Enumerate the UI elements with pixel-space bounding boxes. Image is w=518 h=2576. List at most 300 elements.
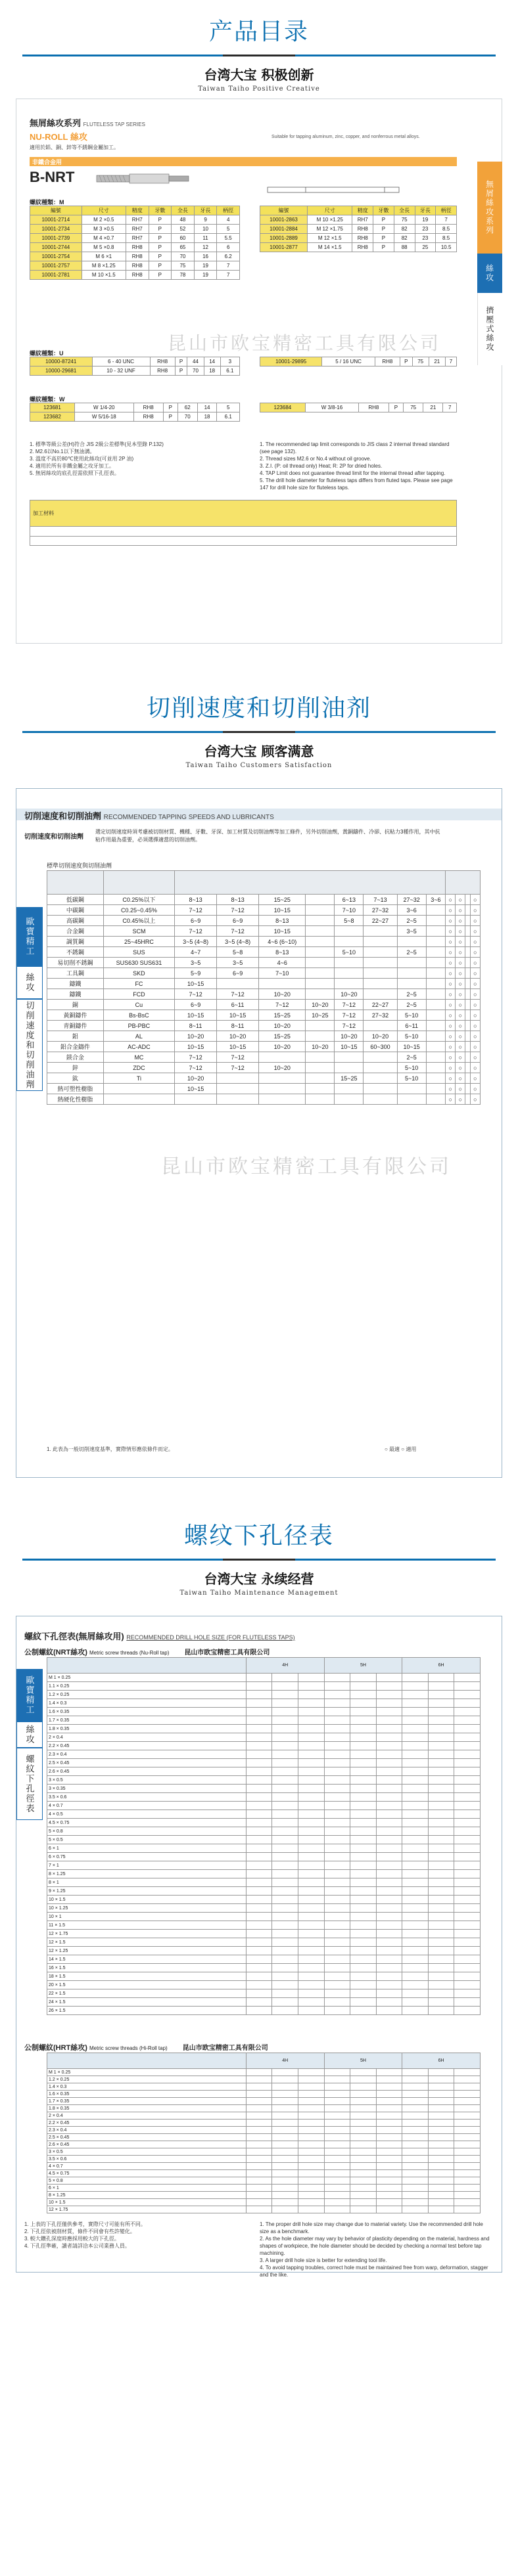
table-cell <box>324 2199 350 2206</box>
catalog-card <box>16 99 502 644</box>
table-cell <box>298 1776 325 1785</box>
table-cell: 10.5 <box>436 243 457 252</box>
side-tab-series: 無屑絲攻系列 <box>477 162 502 254</box>
table-row <box>47 968 481 979</box>
table-cell <box>246 2098 272 2105</box>
table-cell <box>246 2185 272 2192</box>
table-cell <box>426 926 445 937</box>
table-cell: 23 <box>415 234 436 243</box>
table-row <box>47 1742 481 1750</box>
note-line: 4. 下孔徑準確，讀者請詳洽本公司業務人員。 <box>24 2243 130 2249</box>
thread-size-cell: 11 × 1.5 <box>47 1921 247 1930</box>
table-cell <box>306 958 335 968</box>
table-cell <box>350 2148 377 2156</box>
table-row <box>47 2177 481 2185</box>
table-row <box>47 1938 481 1947</box>
table-cell: 9 <box>194 215 217 225</box>
table-cell: ○ <box>456 1052 465 1063</box>
thread-size-cell: 4 × 0.7 <box>47 2163 247 2170</box>
table-cell: M 4 ×0.7 <box>82 234 126 243</box>
speed-legend: ○ 最適 ○ 適用 <box>385 1446 417 1452</box>
table-cell <box>376 2091 402 2098</box>
table-row <box>47 1810 481 1819</box>
table-cell: 4~6 <box>259 958 306 968</box>
table-row <box>47 1031 481 1042</box>
series-title: 無屑絲攻系列 <box>30 118 82 128</box>
table-cell <box>454 1904 481 1913</box>
table-cell: 10~15 <box>259 926 306 937</box>
table-cell: 10~15 <box>217 1042 259 1052</box>
table-cell <box>335 958 364 968</box>
table-cell <box>246 2112 272 2120</box>
table-cell <box>324 1819 350 1827</box>
table-cell: ○ <box>470 1073 480 1084</box>
col-header: 牙數 <box>373 206 394 215</box>
thread-size-cell: 3.5 × 0.6 <box>47 2156 247 2163</box>
table-cell: ○ <box>470 1094 480 1105</box>
table-cell <box>298 1699 325 1708</box>
note-line: 1. The recommended tap limit corresponds to JIS class 2 internal thread standard (see page 132). <box>260 441 450 455</box>
table-cell <box>454 1819 481 1827</box>
table-cell <box>454 2185 481 2192</box>
table-cell <box>376 1776 402 1785</box>
table-cell: 10001-2781 <box>30 271 82 280</box>
table-cell <box>324 2185 350 2192</box>
table-cell <box>324 2007 350 2015</box>
table-cell: RH7 <box>126 215 149 225</box>
thread-size-cell: 14 × 1.5 <box>47 1955 247 1964</box>
table-cell <box>454 1691 481 1699</box>
table-cell <box>428 1750 454 1759</box>
speed-table <box>47 870 481 1105</box>
table-cell <box>350 2105 377 2112</box>
series-desc: 適用於鋁、銅、鋅等不銹鋼金屬加工。 <box>30 144 119 150</box>
table-cell <box>272 2112 298 2120</box>
table-cell: ○ <box>470 1063 480 1073</box>
table-cell <box>324 1938 350 1947</box>
table-cell: 10001-2889 <box>260 234 308 243</box>
table-cell <box>428 2141 454 2148</box>
table-cell <box>397 968 426 979</box>
table-cell <box>454 2177 481 2185</box>
table-cell <box>298 1750 325 1759</box>
table-cell <box>298 2120 325 2127</box>
table-cell: 2~5 <box>397 947 426 958</box>
table-cell: ○ <box>470 1031 480 1042</box>
table-cell <box>454 1776 481 1785</box>
table-cell <box>324 2091 350 2098</box>
table-row <box>47 1802 481 1810</box>
table-cell <box>426 968 445 979</box>
table-cell <box>324 2098 350 2105</box>
table-cell: AC-ADC <box>103 1042 174 1052</box>
table-cell <box>426 1073 445 1084</box>
table-cell <box>364 1073 397 1084</box>
table-cell: 10~20 <box>259 1021 306 1031</box>
table-cell <box>465 1021 470 1031</box>
table-cell <box>246 1981 272 1989</box>
table-cell <box>402 1716 429 1725</box>
col-header: 柄徑 <box>436 206 457 215</box>
table-cell <box>402 2112 429 2120</box>
thread-size-cell: 10 × 1.25 <box>47 1904 247 1913</box>
table-cell <box>454 2141 481 2148</box>
table-row <box>260 243 457 252</box>
table-cell <box>350 1921 377 1930</box>
col-header: 柄徑 <box>217 206 240 215</box>
table-cell <box>350 2112 377 2120</box>
table-cell: RH7 <box>126 234 149 243</box>
table-cell <box>402 1913 429 1921</box>
table-cell: 12 <box>194 243 217 252</box>
table-cell <box>428 1972 454 1981</box>
thread-size-cell: 22 × 1.5 <box>47 1989 247 1998</box>
table-cell <box>298 2083 325 2091</box>
thread-size-cell: 2.3 × 0.4 <box>47 2127 247 2134</box>
table-cell <box>364 979 397 989</box>
table-cell: 25~45HRC <box>103 937 174 947</box>
table-cell <box>454 1827 481 1836</box>
side-tab-taps: 絲攻 <box>477 254 502 293</box>
table-cell <box>324 2206 350 2213</box>
table-row <box>30 215 240 225</box>
table-cell <box>259 1052 306 1063</box>
table-cell: 10001-2877 <box>260 243 308 252</box>
table-cell <box>426 1000 445 1010</box>
table-cell <box>402 1870 429 1878</box>
table-cell <box>306 937 335 947</box>
table-cell <box>454 2134 481 2141</box>
table-cell: 4~6 (6~10) <box>259 937 306 947</box>
table-cell <box>376 1785 402 1793</box>
table-cell: ○ <box>470 1052 480 1063</box>
table-cell: 14 <box>197 403 217 412</box>
table-cell <box>350 2163 377 2170</box>
table-cell: 7~12 <box>335 1010 364 1021</box>
table-cell: ○ <box>446 905 456 916</box>
thread-size-cell: 1.2 × 0.25 <box>47 1691 247 1699</box>
table-row <box>47 1000 481 1010</box>
thread-w-label: 螺紋種類：W <box>30 396 65 403</box>
table-cell <box>376 1861 402 1870</box>
table-cell <box>298 2105 325 2112</box>
table-cell: 82 <box>394 234 415 243</box>
table-cell <box>272 2105 298 2112</box>
table-cell <box>246 2192 272 2199</box>
table-cell <box>454 2083 481 2091</box>
table-row <box>30 225 240 234</box>
table-cell: C0.45%以上 <box>103 916 174 926</box>
table-cell <box>426 989 445 1000</box>
table-cell <box>426 1010 445 1021</box>
table-cell <box>350 2083 377 2091</box>
table-cell: 15~25 <box>259 895 306 905</box>
table-cell <box>298 1947 325 1955</box>
table-cell: 123684 <box>260 403 306 412</box>
table-row <box>47 2007 481 2015</box>
table-cell: P <box>175 357 187 366</box>
table-cell <box>298 1887 325 1896</box>
table-cell <box>246 2083 272 2091</box>
table-cell: 7~12 <box>175 1063 217 1073</box>
table-cell: 鈦 <box>47 1073 104 1084</box>
table-cell: ○ <box>470 968 480 979</box>
table-cell <box>402 1682 429 1691</box>
table-cell <box>376 2163 402 2170</box>
table-cell <box>246 2007 272 2015</box>
table-cell: 10~25 <box>306 1010 335 1021</box>
table-cell <box>350 1998 377 2007</box>
table-cell: ○ <box>456 905 465 916</box>
table-cell <box>272 2134 298 2141</box>
table-cell <box>454 1930 481 1938</box>
thread-m-label: 螺紋種類：M <box>30 199 64 206</box>
table-cell <box>324 1887 350 1896</box>
table-cell <box>272 1913 298 1921</box>
table-cell <box>246 1972 272 1981</box>
table-cell <box>298 1861 325 1870</box>
thread-size-cell: 12 × 1.75 <box>47 2206 247 2213</box>
thread-size-cell: 3.5 × 0.6 <box>47 1793 247 1802</box>
table-cell <box>324 2163 350 2170</box>
table-cell <box>259 1073 306 1084</box>
table-cell: M 5 ×0.8 <box>82 243 126 252</box>
table-cell <box>272 1793 298 1802</box>
table-cell: 7 <box>443 403 457 412</box>
table-row <box>47 926 481 937</box>
table-cell <box>298 1682 325 1691</box>
table-cell: 10~20 <box>175 1031 217 1042</box>
table-cell <box>350 1750 377 1759</box>
table-row <box>47 2185 481 2192</box>
table-cell <box>376 1896 402 1904</box>
table-cell: 5 <box>217 225 240 234</box>
table-cell: RH8 <box>126 271 149 280</box>
table-cell: 5~10 <box>397 1073 426 1084</box>
table-cell <box>454 2105 481 2112</box>
table-cell <box>454 1725 481 1733</box>
table-row <box>47 1861 481 1870</box>
table-cell: RH8 <box>375 357 400 366</box>
table-cell <box>376 1725 402 1733</box>
table-cell <box>298 2148 325 2156</box>
table-row <box>47 947 481 958</box>
table-cell <box>246 1819 272 1827</box>
table-row <box>47 2127 481 2134</box>
company-name: 昆山市欧宝精密工具有限公司 <box>184 1649 270 1656</box>
table-cell <box>376 1878 402 1887</box>
table-cell <box>397 958 426 968</box>
table-cell: 7~12 <box>217 989 259 1000</box>
table-cell <box>428 1981 454 1989</box>
table-cell <box>298 1767 325 1776</box>
table-cell: 不銹鋼 <box>47 947 104 958</box>
table-cell <box>298 1785 325 1793</box>
table-cell <box>402 1733 429 1742</box>
speed-card <box>16 788 502 1478</box>
table-cell <box>306 979 335 989</box>
table-cell <box>272 1819 298 1827</box>
table-cell: 10 - 32 UNF <box>92 366 150 376</box>
table-cell <box>428 2076 454 2083</box>
table-cell <box>324 2141 350 2148</box>
table-row <box>47 1682 481 1691</box>
table-cell <box>306 1073 335 1084</box>
thread-size-cell: 8 × 1.25 <box>47 1870 247 1878</box>
table-cell: 6~9 <box>175 916 217 926</box>
table-row <box>47 1767 481 1776</box>
table-cell <box>324 2083 350 2091</box>
table-cell: M 10 ×1.5 <box>82 271 126 280</box>
table-cell <box>428 1716 454 1725</box>
table-cell <box>350 1785 377 1793</box>
table-cell <box>350 2098 377 2105</box>
table-cell: ZDC <box>103 1063 174 1073</box>
table-row <box>47 2120 481 2127</box>
table-cell <box>298 1742 325 1750</box>
table-cell <box>306 905 335 916</box>
table-cell <box>428 1964 454 1972</box>
table-cell: ○ <box>456 958 465 968</box>
table-cell <box>324 1896 350 1904</box>
speed-side-brand: 歐寶精工 <box>16 907 43 966</box>
table-cell <box>428 2105 454 2112</box>
table-cell <box>246 1785 272 1793</box>
table-cell <box>454 1750 481 1759</box>
table-cell: 10~20 <box>217 1031 259 1042</box>
table-row <box>47 1793 481 1802</box>
table-cell <box>426 1084 445 1094</box>
table-cell <box>246 1896 272 1904</box>
table-row <box>47 2076 481 2083</box>
thread-size-cell: 4 × 0.5 <box>47 1810 247 1819</box>
table-cell <box>246 1733 272 1742</box>
table-cell <box>350 2170 377 2177</box>
table-cell <box>298 1878 325 1887</box>
section-divider <box>22 55 496 56</box>
section-header-drill <box>0 1504 518 1597</box>
table-cell <box>426 1094 445 1105</box>
table-cell <box>246 1853 272 1861</box>
thread-size-cell: 12 × 1.25 <box>47 1947 247 1955</box>
table-cell: 中碳鋼 <box>47 905 104 916</box>
table-cell: 27~32 <box>397 895 426 905</box>
hrt-table <box>47 2053 481 2213</box>
table-cell <box>298 2069 325 2076</box>
table-cell: 2~5 <box>397 1000 426 1010</box>
thread-size-cell: 6 × 1 <box>47 2185 247 2192</box>
table-row <box>47 1964 481 1972</box>
table-cell <box>402 1691 429 1699</box>
thread-size-cell: 4.5 × 0.75 <box>47 1819 247 1827</box>
table-cell: M 8 ×1.25 <box>82 261 126 271</box>
thread-size-cell: M 1 × 0.25 <box>47 1674 247 1682</box>
table-cell: 10001-2739 <box>30 234 82 243</box>
table-cell: ○ <box>470 937 480 947</box>
table-cell <box>428 1802 454 1810</box>
table-cell: RH8 <box>150 366 175 376</box>
table-cell <box>350 1870 377 1878</box>
table-cell <box>324 1998 350 2007</box>
table-cell: M 6 ×1 <box>82 252 126 261</box>
table-cell <box>246 1955 272 1964</box>
drill-card <box>16 1616 502 2278</box>
table-cell <box>298 1921 325 1930</box>
table-cell <box>272 2076 298 2083</box>
table-cell <box>402 2076 429 2083</box>
table-cell <box>426 1031 445 1042</box>
table-row <box>47 958 481 968</box>
table-cell: ○ <box>446 926 456 937</box>
table-cell <box>426 937 445 947</box>
table-cell: 2~5 <box>397 989 426 1000</box>
table-cell <box>272 1972 298 1981</box>
table-cell <box>454 1836 481 1844</box>
table-cell <box>402 1955 429 1964</box>
table-cell: 10 <box>194 225 217 234</box>
table-cell: 10~15 <box>175 979 217 989</box>
table-cell <box>454 1989 481 1998</box>
table-cell: 18 <box>204 366 220 376</box>
table-cell: RH8 <box>133 412 163 422</box>
table-cell <box>402 2120 429 2127</box>
table-cell <box>272 1767 298 1776</box>
table-cell <box>454 1878 481 1887</box>
model-label: 非鐵合金用 <box>32 159 62 166</box>
table-cell <box>465 968 470 979</box>
table-cell <box>324 2069 350 2076</box>
col-header: 牙數 <box>149 206 172 215</box>
table-cell: 10001-2863 <box>260 215 308 225</box>
table-cell: 10~20 <box>175 1073 217 1084</box>
table-cell <box>298 1827 325 1836</box>
drill-heading-en: RECOMMENDED DRILL HOLE SIZE (FOR FLUTELESS TAPS) <box>126 1634 295 1641</box>
table-row <box>47 1776 481 1785</box>
thread-size-cell: 1.1 × 0.25 <box>47 1682 247 1691</box>
table-cell <box>426 916 445 926</box>
table-cell: ○ <box>456 895 465 905</box>
thread-size-cell: 12 × 1.75 <box>47 1930 247 1938</box>
table-cell: 21 <box>429 357 445 366</box>
table-cell <box>376 1972 402 1981</box>
group-6h: 6H <box>402 1658 481 1674</box>
table-cell <box>324 1964 350 1972</box>
section-subtitle: 台湾大宝 积极创新 <box>204 67 314 83</box>
table-cell <box>376 1836 402 1844</box>
table-cell <box>350 1964 377 1972</box>
table-cell <box>103 1094 174 1105</box>
table-cell <box>428 2134 454 2141</box>
table-row <box>260 357 457 366</box>
table-cell: 5~8 <box>335 916 364 926</box>
table-cell <box>376 1870 402 1878</box>
table-row <box>47 1708 481 1716</box>
table-cell <box>246 1742 272 1750</box>
table-u-left <box>30 357 240 376</box>
table-cell <box>402 1921 429 1930</box>
thread-size-cell: 3 × 0.5 <box>47 2148 247 2156</box>
table-cell <box>306 1084 335 1094</box>
table-cell <box>324 1981 350 1989</box>
table-cell <box>428 1793 454 1802</box>
table-cell <box>350 2199 377 2206</box>
application-grid <box>30 500 457 546</box>
table-cell <box>454 2156 481 2163</box>
table-row <box>47 1785 481 1793</box>
table-cell <box>350 2185 377 2192</box>
table-cell <box>397 1094 426 1105</box>
table-cell <box>350 1887 377 1896</box>
